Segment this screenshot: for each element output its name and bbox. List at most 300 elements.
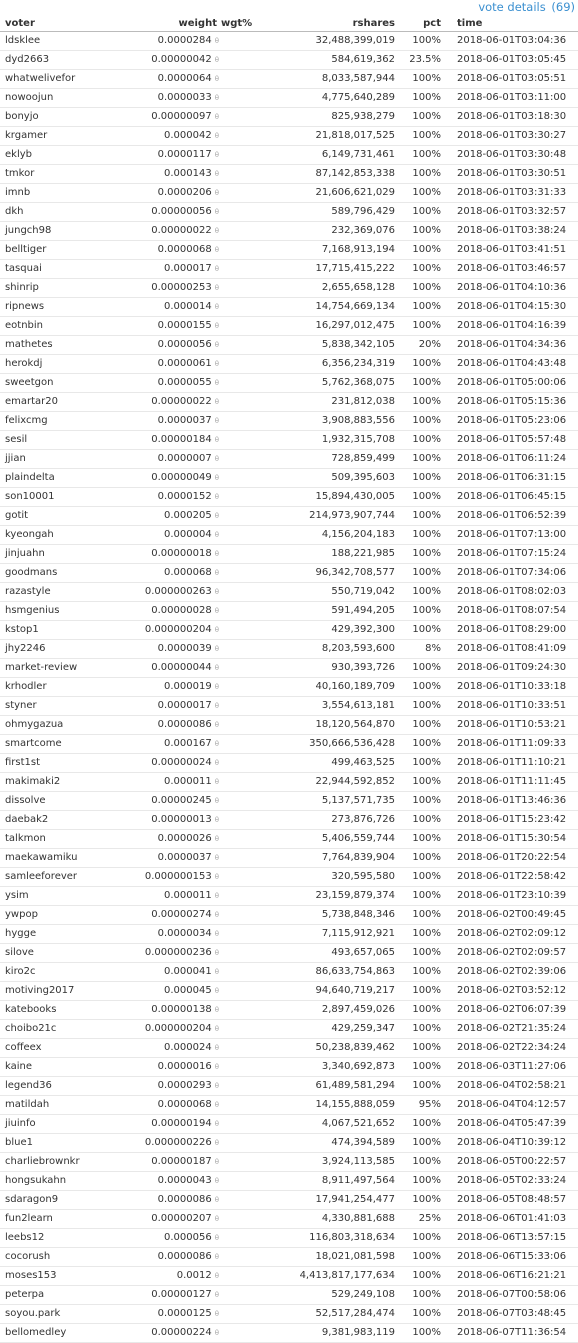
pct-value: 100% [397,431,443,450]
weight-value: 0.0000056 [157,339,212,350]
pct-value: 100% [397,1115,443,1134]
weight-cell [139,754,219,773]
table-row [0,526,578,545]
voter-name[interactable]: samleeforever [0,868,139,887]
pct-value: 100% [397,108,443,127]
vote-details-link[interactable] [478,0,575,14]
votes-table [0,16,578,1343]
time-value: 2018-06-01T05:15:36 [443,393,578,412]
weight-unit-icon: θ [214,1253,219,1261]
table-row [0,1324,578,1343]
wgt-pct-cell [219,1324,261,1343]
pct-value: 100% [397,127,443,146]
rshares-value: 5,838,342,105 [261,336,397,355]
time-value: 2018-06-06T13:57:15 [443,1229,578,1248]
weight-cell [139,716,219,735]
time-value: 2018-06-01T04:16:39 [443,317,578,336]
wgt-pct-cell [219,203,261,222]
weight-unit-icon: θ [214,417,219,425]
table-row [0,203,578,222]
pct-value: 100% [397,469,443,488]
weight-cell [139,849,219,868]
wgt-pct-cell [219,260,261,279]
weight-unit-icon: θ [214,607,219,615]
weight-value: 0.00000245 [151,795,212,806]
wgt-pct-cell [219,51,261,70]
weight-value: 0.00000044 [151,662,212,673]
pct-value: 100% [397,1020,443,1039]
weight-value: 0.0000068 [157,244,212,255]
voter-name[interactable]: ysim [0,887,139,906]
weight-value: 0.000019 [163,681,212,692]
time-value: 2018-06-01T11:09:33 [443,735,578,754]
pct-value: 23.5% [397,51,443,70]
weight-unit-icon: θ [214,569,219,577]
weight-value: 0.0000117 [157,149,212,160]
weight-unit-icon: θ [214,151,219,159]
rshares-value: 6,149,731,461 [261,146,397,165]
weight-value: 0.000056 [163,1232,212,1243]
column-header-voter[interactable]: voter [0,16,139,32]
weight-unit-icon: θ [214,626,219,634]
column-header-weight[interactable]: weight [139,16,219,32]
pct-value: 100% [397,982,443,1001]
rshares-value: 17,715,415,222 [261,260,397,279]
rshares-value: 350,666,536,428 [261,735,397,754]
time-value: 2018-06-01T09:24:30 [443,659,578,678]
weight-cell [139,298,219,317]
weight-cell [139,260,219,279]
voter-name[interactable]: bonyjo [0,108,139,127]
voter-name[interactable]: gotit [0,507,139,526]
voter-name[interactable]: emartar20 [0,393,139,412]
rshares-value: 61,489,581,294 [261,1077,397,1096]
rshares-value: 21,818,017,525 [261,127,397,146]
weight-unit-icon: θ [214,1291,219,1299]
time-value: 2018-06-01T08:02:03 [443,583,578,602]
time-value: 2018-06-06T16:21:21 [443,1267,578,1286]
weight-cell [139,1115,219,1134]
voter-name[interactable]: blue1 [0,1134,139,1153]
wgt-pct-cell [219,621,261,640]
voter-name[interactable]: styner [0,697,139,716]
rshares-value: 6,356,234,319 [261,355,397,374]
wgt-pct-cell [219,963,261,982]
wgt-pct-cell [219,70,261,89]
table-row [0,1229,578,1248]
voter-name[interactable]: ohmygazua [0,716,139,735]
voter-name[interactable]: son10001 [0,488,139,507]
voter-name[interactable]: jiuinfo [0,1115,139,1134]
weight-unit-icon: θ [214,1120,219,1128]
wgt-pct-cell [219,754,261,773]
weight-cell [139,526,219,545]
time-value: 2018-06-01T11:10:21 [443,754,578,773]
pct-value: 100% [397,621,443,640]
weight-value: 0.00000224 [151,1327,212,1338]
rshares-value: 8,203,593,600 [261,640,397,659]
weight-value: 0.00000018 [151,548,212,559]
column-header-time[interactable]: time [443,16,578,32]
weight-cell [139,792,219,811]
pct-value: 100% [397,488,443,507]
voter-name[interactable]: hsmgenius [0,602,139,621]
voter-name[interactable]: coffeex [0,1039,139,1058]
voter-name[interactable]: kiro2c [0,963,139,982]
weight-unit-icon: θ [214,246,219,254]
voter-name[interactable]: herokdj [0,355,139,374]
rshares-value: 591,494,205 [261,602,397,621]
pct-value: 100% [397,849,443,868]
wgt-pct-cell [219,222,261,241]
weight-unit-icon: θ [214,1329,219,1337]
voter-name[interactable]: silove [0,944,139,963]
weight-unit-icon: θ [214,227,219,235]
weight-unit-icon: θ [214,303,219,311]
weight-value: 0.00000097 [151,111,212,122]
weight-value: 0.000167 [163,738,212,749]
voter-name[interactable]: kstop1 [0,621,139,640]
weight-cell [139,1324,219,1343]
voter-name[interactable]: kaine [0,1058,139,1077]
voter-name[interactable]: jhy2246 [0,640,139,659]
voter-name[interactable]: belltiger [0,241,139,260]
voter-name[interactable]: sweetgon [0,374,139,393]
time-value: 2018-06-01T03:31:33 [443,184,578,203]
weight-value: 0.0000086 [157,1194,212,1205]
table-row [0,621,578,640]
pct-value: 100% [397,241,443,260]
table-row [0,184,578,203]
time-value: 2018-06-01T08:41:09 [443,640,578,659]
weight-value: 0.000041 [163,966,212,977]
voter-name[interactable]: jjian [0,450,139,469]
table-row [0,393,578,412]
table-row [0,32,578,51]
weight-value: 0.00000013 [151,814,212,825]
weight-unit-icon: θ [214,94,219,102]
time-value: 2018-06-01T03:05:45 [443,51,578,70]
time-value: 2018-06-02T00:49:45 [443,906,578,925]
weight-cell [139,222,219,241]
weight-value: 0.000000204 [144,624,212,635]
rshares-value: 529,249,108 [261,1286,397,1305]
pct-value: 100% [397,754,443,773]
voter-name[interactable]: jinjuahn [0,545,139,564]
table-row [0,450,578,469]
rshares-value: 15,894,430,005 [261,488,397,507]
weight-cell [139,830,219,849]
time-value: 2018-06-01T03:30:48 [443,146,578,165]
weight-cell [139,393,219,412]
weight-value: 0.000205 [163,510,212,521]
voter-name[interactable]: shinrip [0,279,139,298]
table-row [0,1286,578,1305]
time-value: 2018-06-02T03:52:12 [443,982,578,1001]
time-value: 2018-06-01T06:45:15 [443,488,578,507]
pct-value: 100% [397,545,443,564]
table-row [0,849,578,868]
weight-value: 0.000014 [163,301,212,312]
rshares-value: 2,897,459,026 [261,1001,397,1020]
weight-value: 0.000045 [163,985,212,996]
pct-value: 100% [397,317,443,336]
weight-value: 0.000000226 [144,1137,212,1148]
voter-name[interactable]: plaindelta [0,469,139,488]
weight-cell [139,184,219,203]
weight-value: 0.00000022 [151,225,212,236]
weight-cell [139,545,219,564]
voter-name[interactable]: daebak2 [0,811,139,830]
weight-cell [139,279,219,298]
rshares-value: 16,297,012,475 [261,317,397,336]
time-value: 2018-06-01T03:41:51 [443,241,578,260]
voter-name[interactable]: market-review [0,659,139,678]
time-value: 2018-06-01T15:23:42 [443,811,578,830]
wgt-pct-cell [219,488,261,507]
weight-unit-icon: θ [214,1101,219,1109]
rshares-value: 18,120,564,870 [261,716,397,735]
rshares-value: 23,159,879,374 [261,887,397,906]
weight-cell [139,1248,219,1267]
voter-name[interactable]: talkmon [0,830,139,849]
voter-name[interactable]: tmkor [0,165,139,184]
vote-details-label: vote details [478,0,546,14]
pct-value: 100% [397,1324,443,1343]
voter-name[interactable]: dkh [0,203,139,222]
wgt-pct-cell [219,906,261,925]
voter-name[interactable]: felixcmg [0,412,139,431]
voter-name[interactable]: sesil [0,431,139,450]
rshares-value: 5,738,848,346 [261,906,397,925]
voter-name[interactable]: leebs12 [0,1229,139,1248]
time-value: 2018-06-01T06:11:24 [443,450,578,469]
time-value: 2018-06-01T13:46:36 [443,792,578,811]
weight-cell [139,1172,219,1191]
voter-name[interactable]: cocorush [0,1248,139,1267]
weight-value: 0.0000125 [157,1308,212,1319]
voter-name[interactable]: moses153 [0,1267,139,1286]
weight-unit-icon: θ [214,1177,219,1185]
wgt-pct-cell [219,1001,261,1020]
table-row [0,146,578,165]
weight-unit-icon: θ [214,56,219,64]
time-value: 2018-06-01T04:34:36 [443,336,578,355]
wgt-pct-cell [219,887,261,906]
voter-name[interactable]: ripnews [0,298,139,317]
wgt-pct-cell [219,659,261,678]
weight-cell [139,1020,219,1039]
weight-unit-icon: θ [214,892,219,900]
table-row [0,1020,578,1039]
pct-value: 100% [397,944,443,963]
time-value: 2018-06-04T05:47:39 [443,1115,578,1134]
time-value: 2018-06-01T04:10:36 [443,279,578,298]
weight-unit-icon: θ [214,1063,219,1071]
voter-name[interactable]: razastyle [0,583,139,602]
weight-cell [139,621,219,640]
voter-name[interactable]: legend36 [0,1077,139,1096]
wgt-pct-cell [219,108,261,127]
wgt-pct-cell [219,127,261,146]
voter-name[interactable]: bellomedley [0,1324,139,1343]
table-row [0,583,578,602]
weight-value: 0.0000037 [157,415,212,426]
time-value: 2018-06-01T07:15:24 [443,545,578,564]
voter-name[interactable]: krgamer [0,127,139,146]
voter-name[interactable]: eklyb [0,146,139,165]
weight-value: 0.00000049 [151,472,212,483]
voter-name[interactable]: krhodler [0,678,139,697]
time-value: 2018-06-06T15:33:06 [443,1248,578,1267]
weight-unit-icon: θ [214,702,219,710]
rshares-value: 4,775,640,289 [261,89,397,108]
table-row [0,792,578,811]
weight-cell [139,32,219,51]
voter-name[interactable]: eotnbin [0,317,139,336]
voter-name[interactable]: goodmans [0,564,139,583]
pct-value: 100% [397,963,443,982]
rshares-value: 7,115,912,921 [261,925,397,944]
voter-name[interactable]: motiving2017 [0,982,139,1001]
wgt-pct-cell [219,507,261,526]
wgt-pct-cell [219,944,261,963]
voter-name[interactable]: hongsukahn [0,1172,139,1191]
voter-name[interactable]: imnb [0,184,139,203]
weight-unit-icon: θ [214,208,219,216]
table-row [0,735,578,754]
voter-name[interactable]: ldsklee [0,32,139,51]
weight-value: 0.00000274 [151,909,212,920]
weight-unit-icon: θ [214,1158,219,1166]
weight-unit-icon: θ [214,778,219,786]
table-row [0,830,578,849]
wgt-pct-cell [219,1153,261,1172]
pct-value: 100% [397,602,443,621]
weight-cell [139,1267,219,1286]
weight-cell [139,507,219,526]
weight-unit-icon: θ [214,189,219,197]
table-row [0,1248,578,1267]
rshares-value: 429,259,347 [261,1020,397,1039]
table-row [0,222,578,241]
table-row [0,431,578,450]
time-value: 2018-06-06T01:41:03 [443,1210,578,1229]
voter-name[interactable]: fun2learn [0,1210,139,1229]
time-value: 2018-06-01T05:23:06 [443,412,578,431]
time-value: 2018-06-01T22:58:42 [443,868,578,887]
table-row [0,944,578,963]
rshares-value: 930,393,726 [261,659,397,678]
weight-unit-icon: θ [214,341,219,349]
weight-unit-icon: θ [214,588,219,596]
rshares-value: 5,137,571,735 [261,792,397,811]
column-header-wgt-pct[interactable]: wgt% [219,16,261,32]
weight-cell [139,944,219,963]
time-value: 2018-06-01T03:11:00 [443,89,578,108]
voter-name[interactable]: jungch98 [0,222,139,241]
time-value: 2018-06-01T03:30:27 [443,127,578,146]
time-value: 2018-06-01T03:38:24 [443,222,578,241]
pct-value: 100% [397,792,443,811]
column-header-pct[interactable]: pct [397,16,443,32]
pct-value: 100% [397,222,443,241]
voter-name[interactable]: matildah [0,1096,139,1115]
weight-cell [139,241,219,260]
voter-name[interactable]: ywpop [0,906,139,925]
rshares-value: 231,812,038 [261,393,397,412]
voter-name[interactable]: makimaki2 [0,773,139,792]
time-value: 2018-06-01T07:34:06 [443,564,578,583]
wgt-pct-cell [219,317,261,336]
weight-unit-icon: θ [214,816,219,824]
wgt-pct-cell [219,1115,261,1134]
time-value: 2018-06-01T03:32:57 [443,203,578,222]
wgt-pct-cell [219,1020,261,1039]
voter-name[interactable]: sdaragon9 [0,1191,139,1210]
pct-value: 100% [397,564,443,583]
table-row [0,488,578,507]
voter-name[interactable]: soyou.park [0,1305,139,1324]
top-bar [0,0,578,16]
wgt-pct-cell [219,431,261,450]
voter-name[interactable]: first1st [0,754,139,773]
weight-unit-icon: θ [214,911,219,919]
rshares-value: 273,876,726 [261,811,397,830]
weight-cell [139,811,219,830]
voter-name[interactable]: hygge [0,925,139,944]
voter-name[interactable]: nowoojun [0,89,139,108]
wgt-pct-cell [219,545,261,564]
pct-value: 100% [397,716,443,735]
voter-name[interactable]: mathetes [0,336,139,355]
time-value: 2018-06-01T10:53:21 [443,716,578,735]
weight-unit-icon: θ [214,360,219,368]
weight-unit-icon: θ [214,113,219,121]
pct-value: 100% [397,184,443,203]
voter-name[interactable]: katebooks [0,1001,139,1020]
voter-name[interactable]: kyeongah [0,526,139,545]
voter-name[interactable]: charliebrownkr [0,1153,139,1172]
weight-unit-icon: θ [214,949,219,957]
weight-value: 0.00000028 [151,605,212,616]
rshares-value: 474,394,589 [261,1134,397,1153]
rshares-value: 7,168,913,194 [261,241,397,260]
weight-cell [139,469,219,488]
weight-cell [139,1153,219,1172]
voter-name[interactable]: maekawamiku [0,849,139,868]
pct-value: 100% [397,1305,443,1324]
voter-name[interactable]: dyd2663 [0,51,139,70]
column-header-rshares[interactable]: rshares [261,16,397,32]
voter-name[interactable]: peterpa [0,1286,139,1305]
table-row [0,298,578,317]
voter-name[interactable]: smartcome [0,735,139,754]
voter-name[interactable]: dissolve [0,792,139,811]
rshares-value: 8,911,497,564 [261,1172,397,1191]
table-row [0,716,578,735]
voter-name[interactable]: tasquai [0,260,139,279]
wgt-pct-cell [219,336,261,355]
voter-name[interactable]: whatwelivefor [0,70,139,89]
voter-name[interactable]: choibo21c [0,1020,139,1039]
weight-unit-icon: θ [214,1272,219,1280]
rshares-value: 214,973,907,744 [261,507,397,526]
weight-cell [139,583,219,602]
time-value: 2018-06-07T00:58:06 [443,1286,578,1305]
pct-value: 100% [397,1077,443,1096]
weight-cell [139,108,219,127]
